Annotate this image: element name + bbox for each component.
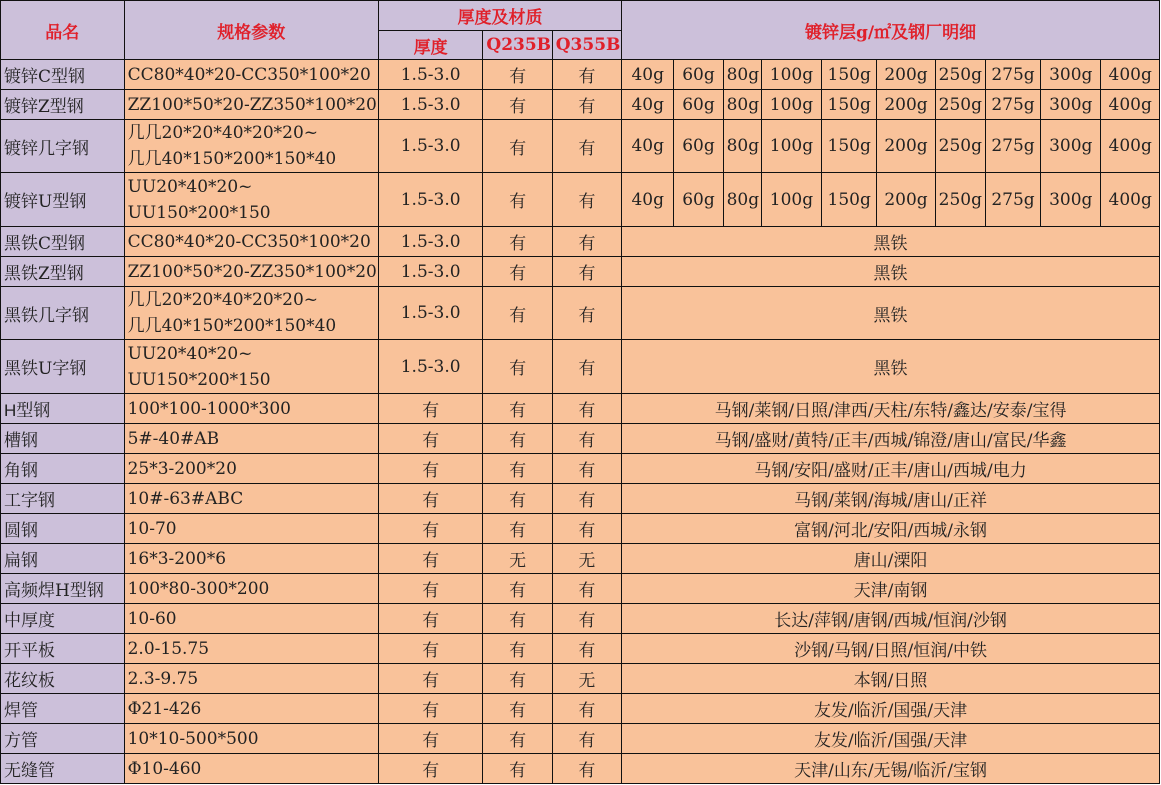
thickness-cell: 有 — [378, 574, 483, 604]
thickness-cell: 有 — [378, 724, 483, 754]
zinc-value-cell: 100g — [761, 60, 821, 90]
q235b-cell: 有 — [483, 340, 552, 394]
product-name-cell: 开平板 — [1, 634, 125, 664]
product-name-cell: 焊管 — [1, 694, 125, 724]
thickness-cell: 1.5-3.0 — [378, 227, 483, 257]
zinc-value-cell: 40g — [622, 173, 674, 227]
table-body — [1, 60, 1160, 784]
zinc-value-cell: 60g — [674, 90, 723, 120]
q235b-cell: 有 — [483, 664, 552, 694]
zinc-value-cell: 275g — [985, 120, 1040, 173]
product-name-cell: 扁钢 — [1, 544, 125, 574]
thickness-cell: 有 — [378, 424, 483, 454]
spec-line: 几几20*20*40*20*20~ — [127, 123, 319, 143]
table-row — [1, 257, 1160, 287]
q355b-cell: 有 — [552, 454, 621, 484]
q235b-cell: 无 — [483, 544, 552, 574]
mills-cell: 马钢/安阳/盛财/正丰/唐山/西城/电力 — [622, 454, 1160, 484]
q355b-cell: 有 — [552, 257, 621, 287]
table-row — [1, 604, 1160, 634]
spec-cell — [124, 424, 378, 454]
zinc-value-cell: 250g — [935, 60, 985, 90]
mills-cell: 马钢/莱钢/日照/津西/天柱/东特/鑫达/安泰/宝得 — [622, 394, 1160, 424]
zinc-value-cell: 40g — [622, 120, 674, 173]
table-row — [1, 394, 1160, 424]
mills-cell: 长达/萍钢/唐钢/西城/恒润/沙钢 — [622, 604, 1160, 634]
mills-cell: 友发/临沂/国强/天津 — [622, 724, 1160, 754]
mills-cell: 本钢/日照 — [622, 664, 1160, 694]
zinc-value-cell: 275g — [985, 173, 1040, 227]
product-name-cell: 黑铁U字钢 — [1, 340, 125, 394]
table-row — [1, 120, 1160, 173]
mills-cell: 沙钢/马钢/日照/恒润/中铁 — [622, 634, 1160, 664]
thickness-cell: 1.5-3.0 — [378, 173, 483, 227]
spec-line: ZZ100*50*20-ZZ350*100*20 — [127, 261, 377, 282]
spec-line: 2.0-15.75 — [127, 638, 210, 659]
table-row — [1, 574, 1160, 604]
table-row — [1, 287, 1160, 340]
zinc-value-cell: 400g — [1101, 60, 1160, 90]
spec-line: UU20*40*20~ — [127, 176, 253, 197]
product-name-cell: 圆钢 — [1, 514, 125, 544]
zinc-value-cell: 400g — [1101, 173, 1160, 227]
q355b-cell: 有 — [552, 60, 621, 90]
q235b-cell: 有 — [483, 754, 552, 784]
q355b-cell: 有 — [552, 287, 621, 340]
spec-cell — [124, 394, 378, 424]
thickness-cell: 1.5-3.0 — [378, 257, 483, 287]
mills-cell: 天津/南钢 — [622, 574, 1160, 604]
product-name-cell: 镀锌C型钢 — [1, 60, 125, 90]
mills-cell: 黑铁 — [622, 340, 1160, 394]
zinc-value-cell: 60g — [674, 120, 723, 173]
product-name-cell: 黑铁C型钢 — [1, 227, 125, 257]
spec-cell — [124, 544, 378, 574]
spec-cell — [124, 604, 378, 634]
table-row — [1, 694, 1160, 724]
q235b-cell: 有 — [483, 173, 552, 227]
spec-line: 5#-40#AB — [127, 428, 220, 449]
thickness-cell: 有 — [378, 484, 483, 514]
spec-line: 10-70 — [127, 518, 177, 539]
q235b-cell: 有 — [483, 227, 552, 257]
header-q355b: Q355B — [552, 31, 621, 60]
spec-line: ZZ100*50*20-ZZ350*100*20 — [127, 94, 377, 115]
q235b-cell: 有 — [483, 394, 552, 424]
thickness-cell: 有 — [378, 454, 483, 484]
q235b-cell: 有 — [483, 257, 552, 287]
thickness-cell: 1.5-3.0 — [378, 340, 483, 394]
zinc-value-cell: 275g — [985, 60, 1040, 90]
product-name-cell: 高频焊H型钢 — [1, 574, 125, 604]
q355b-cell: 有 — [552, 90, 621, 120]
product-name-cell: H型钢 — [1, 394, 125, 424]
spec-line: CC80*40*20-CC350*100*20 — [127, 64, 371, 85]
product-name-cell: 黑铁几字钢 — [1, 287, 125, 340]
zinc-value-cell: 40g — [622, 90, 674, 120]
spec-cell — [124, 120, 378, 173]
spec-cell — [124, 484, 378, 514]
product-name-cell: 角钢 — [1, 454, 125, 484]
spec-line: UU150*200*150 — [127, 369, 271, 390]
table-row — [1, 60, 1160, 90]
q355b-cell: 有 — [552, 424, 621, 454]
q235b-cell: 有 — [483, 514, 552, 544]
spec-cell — [124, 634, 378, 664]
product-name-cell: 工字钢 — [1, 484, 125, 514]
q355b-cell: 有 — [552, 574, 621, 604]
spec-line: Φ21-426 — [127, 698, 202, 719]
q355b-cell: 无 — [552, 544, 621, 574]
zinc-value-cell: 300g — [1041, 173, 1101, 227]
thickness-cell: 有 — [378, 544, 483, 574]
table-row — [1, 340, 1160, 394]
mills-cell: 友发/临沂/国强/天津 — [622, 694, 1160, 724]
zinc-value-cell: 80g — [723, 173, 761, 227]
q235b-cell: 有 — [483, 604, 552, 634]
header-zinc-mills: 镀锌层g/㎡及钢厂明细 — [622, 1, 1160, 60]
q235b-cell: 有 — [483, 454, 552, 484]
spec-cell — [124, 454, 378, 484]
q355b-cell: 有 — [552, 694, 621, 724]
table-row — [1, 664, 1160, 694]
mills-cell: 马钢/盛财/黄特/正丰/西城/锦澄/唐山/富民/华鑫 — [622, 424, 1160, 454]
zinc-value-cell: 80g — [723, 90, 761, 120]
zinc-value-cell: 150g — [822, 90, 877, 120]
q355b-cell: 有 — [552, 227, 621, 257]
product-name-cell: 镀锌Z型钢 — [1, 90, 125, 120]
q355b-cell: 有 — [552, 514, 621, 544]
q355b-cell: 无 — [552, 664, 621, 694]
spec-cell — [124, 60, 378, 90]
q235b-cell: 有 — [483, 484, 552, 514]
spec-cell — [124, 227, 378, 257]
zinc-value-cell: 300g — [1041, 120, 1101, 173]
table-row — [1, 634, 1160, 664]
product-name-cell: 黑铁Z型钢 — [1, 257, 125, 287]
spec-line: 几几40*150*200*150*40 — [127, 149, 337, 169]
header-thickness-material: 厚度及材质 — [378, 1, 621, 31]
spec-line: 2.3-9.75 — [127, 668, 199, 689]
mills-cell: 黑铁 — [622, 287, 1160, 340]
zinc-value-cell: 200g — [877, 60, 935, 90]
q355b-cell: 有 — [552, 394, 621, 424]
spec-line: 几几20*20*40*20*20~ — [127, 290, 319, 310]
spec-line: 10#-63#ABC — [127, 488, 244, 509]
spec-cell — [124, 514, 378, 544]
thickness-cell: 1.5-3.0 — [378, 90, 483, 120]
spec-cell — [124, 724, 378, 754]
product-name-cell: 花纹板 — [1, 664, 125, 694]
table-row — [1, 424, 1160, 454]
zinc-value-cell: 250g — [935, 120, 985, 173]
table-row — [1, 544, 1160, 574]
zinc-value-cell: 60g — [674, 173, 723, 227]
q235b-cell: 有 — [483, 90, 552, 120]
spec-line: 100*100-1000*300 — [127, 398, 291, 419]
mills-cell: 黑铁 — [622, 257, 1160, 287]
q355b-cell: 有 — [552, 340, 621, 394]
zinc-value-cell: 400g — [1101, 90, 1160, 120]
thickness-cell: 1.5-3.0 — [378, 287, 483, 340]
thickness-cell: 有 — [378, 754, 483, 784]
spec-line: 10*10-500*500 — [127, 728, 259, 749]
table-row — [1, 90, 1160, 120]
thickness-cell: 有 — [378, 394, 483, 424]
thickness-cell: 有 — [378, 664, 483, 694]
table-row — [1, 454, 1160, 484]
header-q235b: Q235B — [483, 31, 552, 60]
q355b-cell: 有 — [552, 173, 621, 227]
spec-line: 100*80-300*200 — [127, 578, 270, 599]
mills-cell: 富钢/河北/安阳/西城/永钢 — [622, 514, 1160, 544]
spec-line: 16*3-200*6 — [127, 548, 227, 569]
table-row — [1, 724, 1160, 754]
mills-cell: 天津/山东/无锡/临沂/宝钢 — [622, 754, 1160, 784]
zinc-value-cell: 80g — [723, 120, 761, 173]
zinc-value-cell: 200g — [877, 90, 935, 120]
thickness-cell: 1.5-3.0 — [378, 120, 483, 173]
zinc-value-cell: 80g — [723, 60, 761, 90]
zinc-value-cell: 200g — [877, 120, 935, 173]
product-name-cell: 中厚度 — [1, 604, 125, 634]
spec-cell — [124, 287, 378, 340]
zinc-value-cell: 300g — [1041, 90, 1101, 120]
zinc-value-cell: 40g — [622, 60, 674, 90]
spec-line: Φ10-460 — [127, 758, 202, 779]
spec-line: UU150*200*150 — [127, 202, 271, 223]
zinc-value-cell: 300g — [1041, 60, 1101, 90]
header-spec: 规格参数 — [124, 1, 378, 60]
mills-cell: 唐山/溧阳 — [622, 544, 1160, 574]
product-name-cell: 镀锌几字钢 — [1, 120, 125, 173]
zinc-value-cell: 100g — [761, 173, 821, 227]
header-thickness: 厚度 — [378, 31, 483, 60]
thickness-cell: 有 — [378, 694, 483, 724]
zinc-value-cell: 150g — [822, 173, 877, 227]
table-row — [1, 484, 1160, 514]
mills-cell: 马钢/莱钢/海城/唐山/正祥 — [622, 484, 1160, 514]
zinc-value-cell: 250g — [935, 173, 985, 227]
spec-line: 25*3-200*20 — [127, 458, 237, 479]
q355b-cell: 有 — [552, 634, 621, 664]
q235b-cell: 有 — [483, 424, 552, 454]
thickness-cell: 有 — [378, 514, 483, 544]
spec-line: 几几40*150*200*150*40 — [127, 316, 337, 336]
thickness-cell: 有 — [378, 604, 483, 634]
q235b-cell: 有 — [483, 574, 552, 604]
zinc-value-cell: 100g — [761, 90, 821, 120]
zinc-value-cell: 200g — [877, 173, 935, 227]
zinc-value-cell: 400g — [1101, 120, 1160, 173]
table-row — [1, 173, 1160, 227]
product-name-cell: 镀锌U型钢 — [1, 173, 125, 227]
header-product-name: 品名 — [1, 1, 125, 60]
q355b-cell: 有 — [552, 724, 621, 754]
q235b-cell: 有 — [483, 724, 552, 754]
spec-cell — [124, 257, 378, 287]
spec-cell — [124, 694, 378, 724]
product-name-cell: 方管 — [1, 724, 125, 754]
q355b-cell: 有 — [552, 604, 621, 634]
spec-line: UU20*40*20~ — [127, 343, 253, 364]
thickness-cell: 有 — [378, 634, 483, 664]
spec-cell — [124, 340, 378, 394]
q235b-cell: 有 — [483, 120, 552, 173]
zinc-value-cell: 275g — [985, 90, 1040, 120]
q235b-cell: 有 — [483, 694, 552, 724]
thickness-cell: 1.5-3.0 — [378, 60, 483, 90]
spec-cell — [124, 574, 378, 604]
spec-cell — [124, 173, 378, 227]
q235b-cell: 有 — [483, 634, 552, 664]
zinc-value-cell: 150g — [822, 60, 877, 90]
spec-cell — [124, 90, 378, 120]
zinc-value-cell: 60g — [674, 60, 723, 90]
product-name-cell: 槽钢 — [1, 424, 125, 454]
q235b-cell: 有 — [483, 60, 552, 90]
zinc-value-cell: 150g — [822, 120, 877, 173]
mills-cell: 黑铁 — [622, 227, 1160, 257]
zinc-value-cell: 250g — [935, 90, 985, 120]
table-row — [1, 514, 1160, 544]
table-row — [1, 227, 1160, 257]
table-row — [1, 754, 1160, 784]
spec-line: 10-60 — [127, 608, 177, 629]
spec-cell — [124, 664, 378, 694]
q355b-cell: 有 — [552, 484, 621, 514]
zinc-value-cell: 100g — [761, 120, 821, 173]
spec-line: CC80*40*20-CC350*100*20 — [127, 231, 371, 252]
q355b-cell: 有 — [552, 754, 621, 784]
product-name-cell: 无缝管 — [1, 754, 125, 784]
q235b-cell: 有 — [483, 287, 552, 340]
q355b-cell: 有 — [552, 120, 621, 173]
spec-cell — [124, 754, 378, 784]
